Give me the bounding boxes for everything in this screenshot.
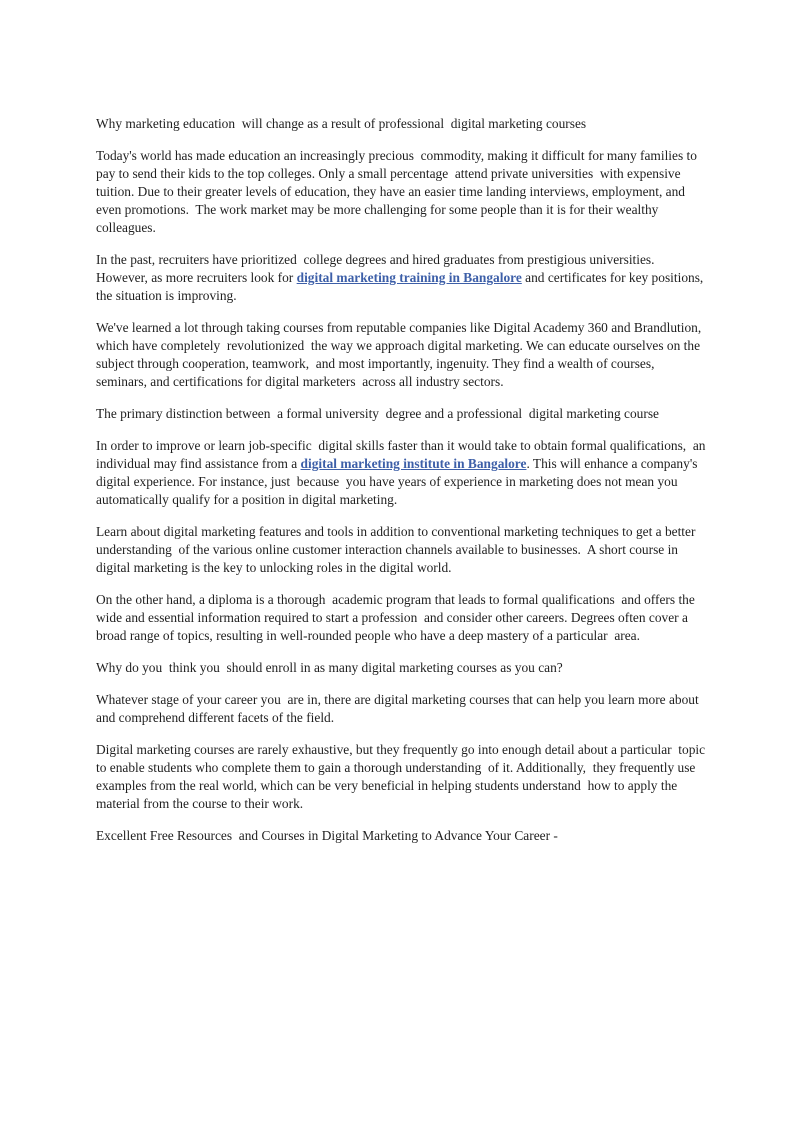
- paragraph-primary-distinction: The primary distinction between a formal university degree and a professional digital marketing course: [96, 406, 659, 421]
- paragraph-education-cost: Today's world has made education an increasingly precious commodity, making it difficult for many families to pay to send their kids to the top colleges. Only a small percentage attend private universities with expensive tuition. Due to their greater levels of education, they have an easier time landing interviews, employment, and even promotions. The work market may be more challenging for some people than it is for their wealthy colleagues.: [96, 148, 701, 235]
- link-digital-marketing-institute[interactable]: digital marketing institute in Bangalore: [300, 456, 527, 471]
- paragraph-reputable-companies: We've learned a lot through taking courses from reputable companies like Digital Academy 360 and Brandlution, which have completely revolutionized the way we approach digital marketing. We can educate ourselves on the subject through cooperation, teamwork, and most importantly, ingenuity. They find a wealth of courses, seminars, and certifications for digital marketers across all industry sectors.: [96, 320, 708, 389]
- paragraph-recruiters-text-after: and certificates for key positions, the situation is improving.: [96, 270, 707, 303]
- paragraph-learn-features: Learn about digital marketing features and tools in addition to conventional marketing techniques to get a better understanding of the various online customer interaction channels available to businesses. A short course in digital marketing is the key to unlocking roles in the digital world.: [96, 524, 699, 575]
- paragraph-free-resources: Excellent Free Resources and Courses in Digital Marketing to Advance Your Career -: [96, 828, 558, 843]
- paragraph-recruiters-text-before: In the past, recruiters have prioritized college degrees and hired graduates from prestigious universities. However, as more recruiters look for: [96, 252, 658, 285]
- paragraph-diploma: On the other hand, a diploma is a thorough academic program that leads to formal qualifications and offers the wide and essential information required to start a profession and consider other careers. Degrees often cover a broad range of topics, resulting in well-rounded people who have a deep mastery of a particular area.: [96, 592, 699, 643]
- paragraph-career-stage: Whatever stage of your career you are in, there are digital marketing courses that can help you learn more about and comprehend different facets of the field.: [96, 692, 703, 725]
- paragraph-course-detail: Digital marketing courses are rarely exhaustive, but they frequently go into enough detail about a particular topic to enable students who complete them to gain a thorough understanding of it. Additionally, they frequently use examples from the real world, which can be very beneficial in helping students understand how to apply the material from the course to their work.: [96, 742, 709, 811]
- paragraph-skills-text-after: . This will enhance a company's digital experience. For instance, just because you have years of experience in marketing does not mean you automatically qualify for a position in digital marketing.: [96, 456, 701, 507]
- paragraph-recruiters: [96, 251, 706, 305]
- paragraph-skills-text-before: In order to improve or learn job-specific digital skills faster than it would take to obtain formal qualifications, an individual may find assistance from a: [96, 438, 709, 471]
- document-title: Why marketing education will change as a result of professional digital marketing courses: [96, 116, 587, 131]
- document-body: [96, 115, 709, 859]
- paragraph-why-enroll: Why do you think you should enroll in as many digital marketing courses as you can?: [96, 660, 563, 675]
- link-digital-marketing-training[interactable]: digital marketing training in Bangalore: [296, 270, 522, 285]
- paragraph-job-specific-skills: [96, 437, 709, 509]
